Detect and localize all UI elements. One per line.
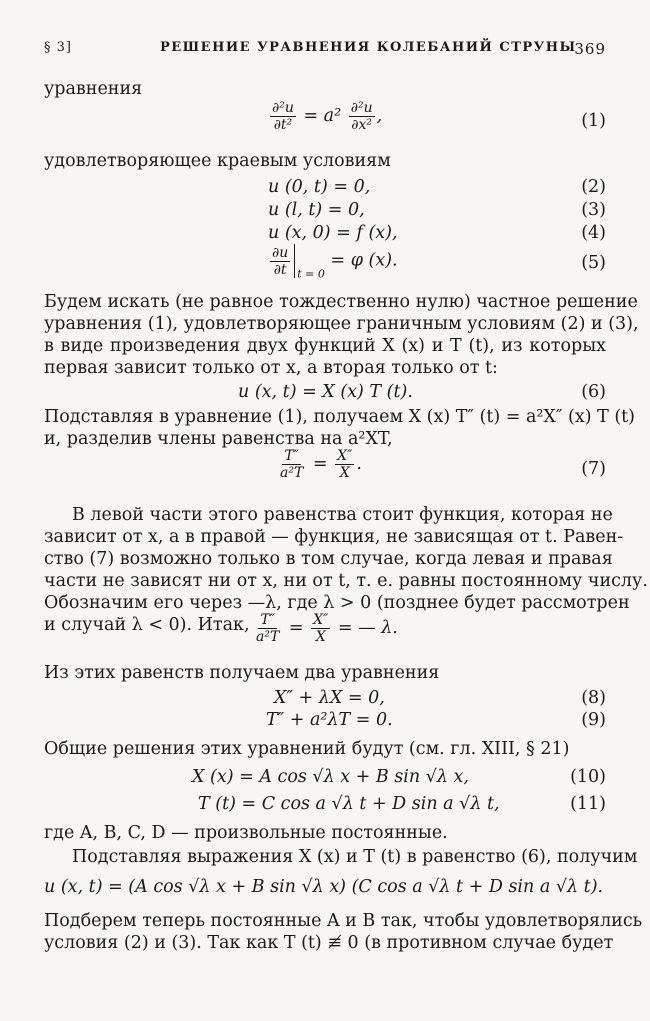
denominator: a²T — [280, 465, 304, 481]
text-line: Будем искать (не равное тождественно нулю) частное решение — [44, 292, 638, 312]
equation-number: (2) — [581, 177, 606, 197]
fraction — [270, 245, 290, 278]
text-line: Подберем теперь постоянные A и B так, чтобы удовлетворялись — [44, 911, 643, 931]
text-line: ство (7) возможно только в том случае, когда левая и правая — [44, 549, 613, 569]
equation-5 — [268, 244, 398, 286]
fraction — [335, 448, 354, 481]
text-line: в виде произведения двух функций X (x) и T (t), из которых — [44, 336, 606, 356]
text-line: Общие решения этих уравнений будут (см. гл. XIII, § 21) — [44, 739, 570, 759]
equals: = — [288, 618, 304, 638]
fraction — [254, 612, 281, 645]
numerator: T″ — [260, 612, 275, 628]
rhs: = φ (x). — [330, 250, 398, 271]
equals: = a² — [303, 106, 342, 126]
denominator: ∂t² — [273, 117, 293, 133]
numerator: T″ — [284, 448, 299, 464]
subscript: t = 0 — [297, 267, 325, 281]
text-line: уравнения (1), удовлетворяющее граничным условиям (2) и (3), — [44, 314, 639, 334]
text-line: уравнения — [44, 79, 143, 99]
equation-9: T″ + a²λT = 0. — [266, 710, 393, 730]
denominator: X — [339, 465, 350, 481]
equation-number: (7) — [581, 459, 606, 479]
denominator: ∂x² — [351, 117, 373, 133]
equation-2: u (0, t) = 0, — [268, 177, 371, 197]
equals: = — [312, 454, 328, 474]
punctuation: . — [356, 454, 362, 474]
text-line: где A, B, C, D — произвольные постоянные. — [44, 823, 448, 843]
equation-7b — [252, 612, 398, 645]
punctuation: , — [376, 106, 383, 126]
equation-3: u (l, t) = 0, — [268, 200, 365, 220]
equation-11: T (t) = C cos a √λ t + D sin a √λ t, — [198, 794, 500, 814]
equation-10: X (x) = A cos √λ x + B sin √λ x, — [192, 767, 469, 787]
page-number: 369 — [574, 40, 606, 58]
numerator: ∂²u — [350, 100, 373, 116]
text-line: части не зависят ни от x, ни от t, т. е. равны постоянному числу. — [44, 571, 648, 591]
evaluation-bar — [294, 244, 295, 278]
equation-number: (6) — [581, 382, 606, 402]
rhs: = — λ. — [337, 618, 398, 638]
numerator: X″ — [337, 448, 353, 464]
text-line: и случай λ < 0). Итак, — [44, 615, 250, 635]
equation-number: (4) — [581, 223, 606, 243]
equation-number: (5) — [581, 253, 606, 273]
fraction — [278, 448, 305, 481]
equation-number: (9) — [581, 710, 606, 730]
equation-number: (11) — [570, 794, 606, 814]
fraction — [311, 612, 330, 645]
equation-4: u (x, 0) = f (x), — [268, 223, 398, 243]
denominator: a²T — [256, 629, 280, 645]
text-line: Подставляя в уравнение (1), получаем X (x) T″ (t) = a²X″ (x) T (t) — [44, 407, 636, 427]
text-line: Подставляя выражения X (x) и T (t) в равенство (6), получим — [72, 847, 638, 867]
equation-number: (8) — [581, 688, 606, 708]
text-line: зависит от x, а в правой — функция, не зависящая от t. Равен- — [44, 527, 624, 547]
denominator: X — [315, 629, 326, 645]
text-line: удовлетворяющее краевым условиям — [44, 151, 391, 171]
text-line: В левой части этого равенства стоит функция, которая не — [72, 505, 613, 525]
equation-1 — [268, 100, 382, 133]
fraction — [349, 100, 375, 133]
equation-12: u (x, t) = (A cos √λ x + B sin √λ x) (C cos a √λ t + D sin a √λ t). — [44, 877, 604, 897]
text-line: первая зависит только от x, а вторая только от t: — [44, 358, 498, 378]
equation-7 — [276, 448, 362, 481]
text-line: Обозначим его через —λ, где λ > 0 (позднее будет рассмотрен — [44, 593, 630, 613]
running-header-title: РЕШЕНИЕ УРАВНЕНИЯ КОЛЕБАНИЙ СТРУНЫ — [160, 40, 577, 55]
denominator: ∂t — [273, 261, 287, 278]
numerator: ∂²u — [272, 100, 294, 116]
text-line: Из этих равенств получаем два уравнения — [44, 663, 440, 683]
equation-8: X″ + λX = 0, — [274, 688, 385, 708]
numerator: X″ — [313, 612, 329, 628]
text-line: условия (2) и (3). Так как T (t) ≢ 0 (в противном случае будет — [44, 933, 614, 953]
fraction — [270, 100, 296, 133]
equation-6: u (x, t) = X (x) T (t). — [238, 382, 413, 402]
equation-number: (1) — [581, 111, 606, 131]
running-header-section: § 3] — [44, 40, 72, 55]
equation-number: (3) — [581, 200, 606, 220]
text-line: и, разделив члены равенства на a²XT, — [44, 429, 393, 449]
numerator: ∂u — [272, 244, 289, 261]
equation-number: (10) — [570, 767, 606, 787]
